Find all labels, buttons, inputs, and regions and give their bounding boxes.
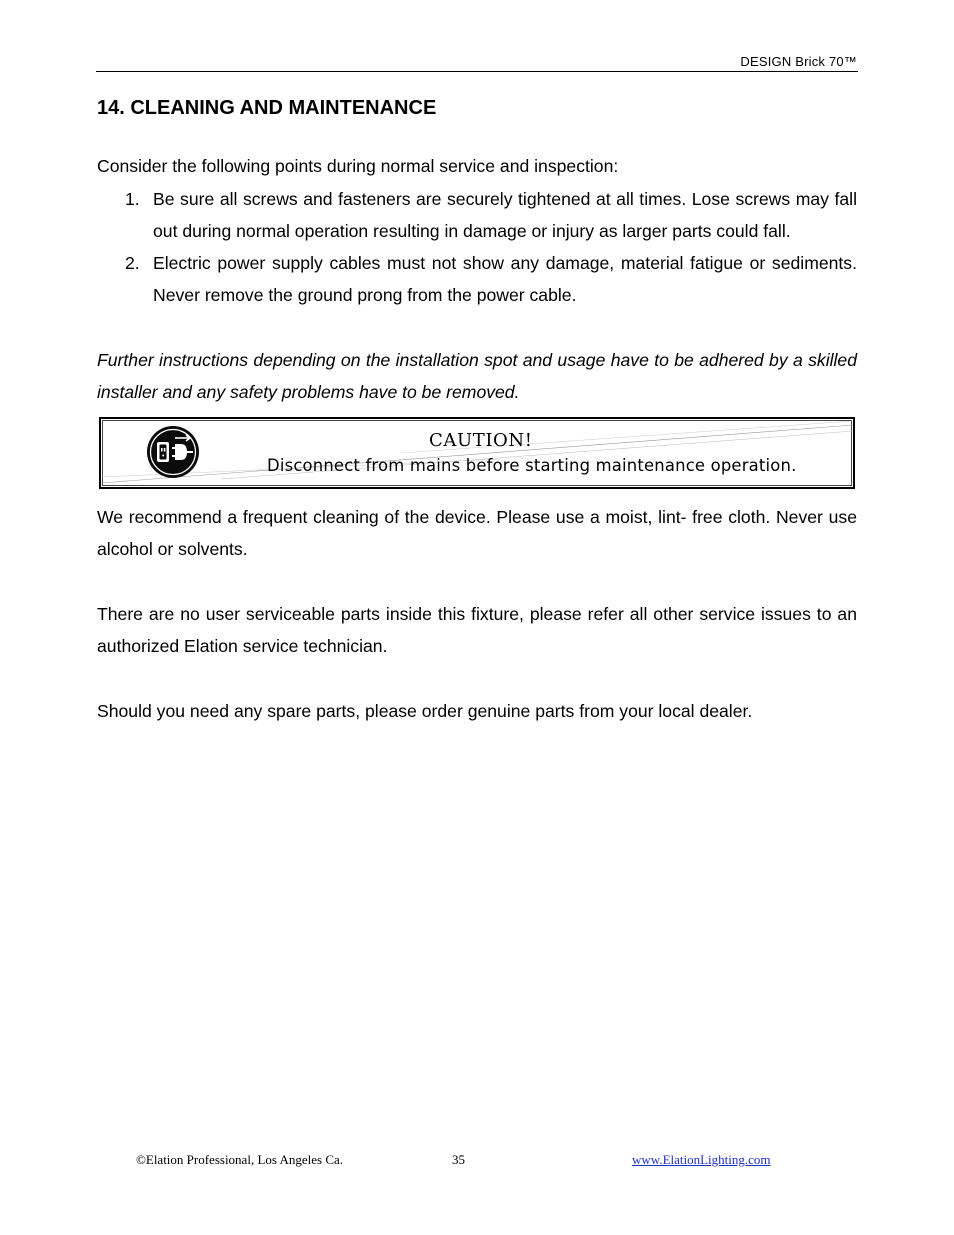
intro-paragraph: Consider the following points during normal service and inspection:: [97, 156, 619, 176]
unplug-icon: [145, 424, 201, 480]
installer-note: Further instructions depending on the installation spot and usage have to be adhered by a skilled installer and any safety problems have to be removed.: [97, 350, 857, 402]
section-heading: 14. CLEANING AND MAINTENANCE: [97, 97, 437, 119]
header-divider: [96, 71, 858, 72]
page-number: 35: [452, 1152, 465, 1167]
website-link[interactable]: www.ElationLighting.com: [632, 1152, 771, 1167]
list-item-text: Electric power supply cables must not show any damage, material fatigue or sediments. Never remove the ground prong from the power cable.: [153, 253, 857, 305]
cleaning-paragraph: We recommend a frequent cleaning of the device. Please use a moist, lint- free cloth. Never use alcohol or solvents.: [97, 507, 857, 559]
list-item: [97, 183, 857, 247]
spare-parts-paragraph: Should you need any spare parts, please order genuine parts from your local dealer.: [97, 701, 753, 721]
list-item-number: 2.: [125, 253, 140, 273]
service-paragraph: There are no user serviceable parts inside this fixture, please refer all other service issues to an authorized Elation service technician.: [97, 604, 857, 656]
inspection-list: [97, 183, 857, 311]
footer-copyright: ©Elation Professional, Los Angeles Ca.: [136, 1152, 344, 1167]
document-header-title: DESIGN Brick 70™: [740, 54, 857, 69]
caution-title: CAUTION!: [429, 430, 533, 451]
list-item-number: 1.: [125, 189, 140, 209]
list-item: [97, 247, 857, 311]
caution-message: Disconnect from mains before starting maintenance operation.: [267, 456, 797, 475]
caution-banner: [99, 417, 855, 489]
list-item-text: Be sure all screws and fasteners are securely tightened at all times. Lose screws may fall out during normal operation resulting in damage or injury as larger parts could fall.: [153, 189, 857, 241]
